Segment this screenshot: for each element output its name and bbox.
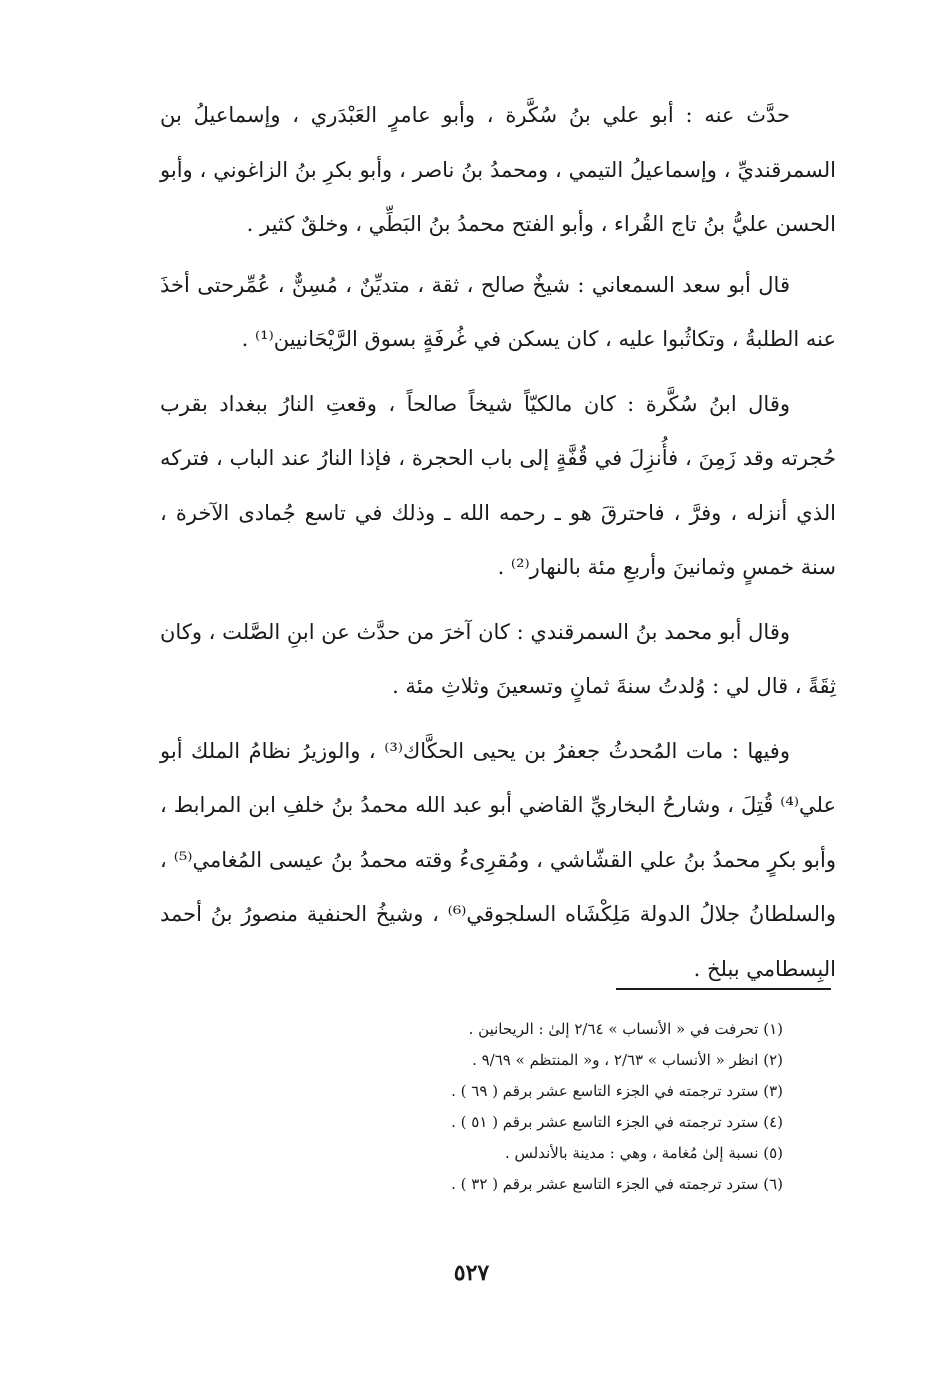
footnote-1: (١) تحرفت في « الأنساب » ٢/٦٤ إلىٰ : الريحانين . [468,1020,783,1038]
paragraph-narrators: حدَّث عنه : أبو علي بنُ سُكَّرة ، وأبو عامرٍ العَبْدَري ، وإسماعيلُ بن السمرقنديِّ ، وإسماعيلُ التيمي ، ومحمدُ بنُ ناصر ، وأبو بكرِ بنُ الزاغوني ، وأبو الحسن عليُّ بنُ تاج القُراء ، وأبو الفتح محمدُ بنُ البَطِّي ، وخلقٌ كثير . [160,103,836,236]
footnote-4: (٤) سترد ترجمته في الجزء التاسع عشر برقم ( ٥١ ) . [451,1113,783,1131]
paragraph-samani: قال أبو سعد السمعاني : شيخٌ صالح ، ثقة ، متديِّنٌ ، مُسِنٌّ ، عُمِّرحتى أخذَ عنه الطلبةُ ، وتكاثُبوا عليه ، كان يسكن في غُرفَةٍ بسوق الرَّيْحَانيين⁽¹⁾ . [160,272,836,351]
footnote-5: (٥) نسبة إلىٰ مُغامة ، وهي : مدينة بالأندلس . [505,1144,783,1162]
page-number: ٥٢٧ [453,1260,490,1286]
paragraph-samarqandi: وقال أبو محمد بنُ السمرقندي : كان آخرَ من حدَّث عن ابنِ الصَّلت ، وكان ثِقَةً ، قال لي : وُلدتُ سنةَ ثمانٍ وتسعينَ وثلاثِ مئة . [160,619,836,698]
footnote-6: (٦) سترد ترجمته في الجزء التاسع عشر برقم ( ٣٢ ) . [451,1175,783,1193]
footnote-3: (٣) سترد ترجمته في الجزء التاسع عشر برقم ( ٦٩ ) . [451,1082,783,1100]
footnote-2: (٢) انظر « الأنساب » ٢/٦٣ ، و« المنتظم » ٩/٦٩ . [472,1051,783,1069]
main-text [160,88,836,1006]
footnote-divider [616,988,831,990]
footnotes [143,1014,783,1200]
paragraph-deaths: وفيها : مات المُحدثُ جعفرُ بن يحيى الحكَّاك⁽³⁾ ، والوزيرُ نظامُ الملك أبو علي⁽⁴⁾ قُتِلَ ، وشارحُ البخاريِّ القاضي أبو عبد الله محمدُ بنُ خلفِ ابن المرابط ، وأبو بكرٍ محمدُ بنُ علي القشّاشي ، ومُقرِىءُ وقته محمدُ بنُ عيسى المُغامي⁽⁵⁾ ، والسلطانُ جلالُ الدولة مَلِكْشَاه السلجوقي⁽⁶⁾ ، وشيخُ الحنفية منصورُ بنُ أحمد البِسطامي ببلخ . [160,738,836,981]
paragraph-sukkara: وقال ابنُ سُكَّرة : كان مالكيّاً شيخاً صالحاً ، وقعتِ النارُ ببغداد بقرب حُجرته وقد زَمِنَ ، فأُنزِلَ في قُفَّةٍ إلى باب الحجرة ، فإذا النارُ عند الباب ، فتركه الذي أنزله ، وفرَّ ، فاحترقَ هو ـ رحمه الله ـ وذلك في تاسع جُمادى الآخرة ، سنة خمسٍ وثمانينَ وأربعِ مئة بالنهار⁽²⁾ . [160,391,836,579]
